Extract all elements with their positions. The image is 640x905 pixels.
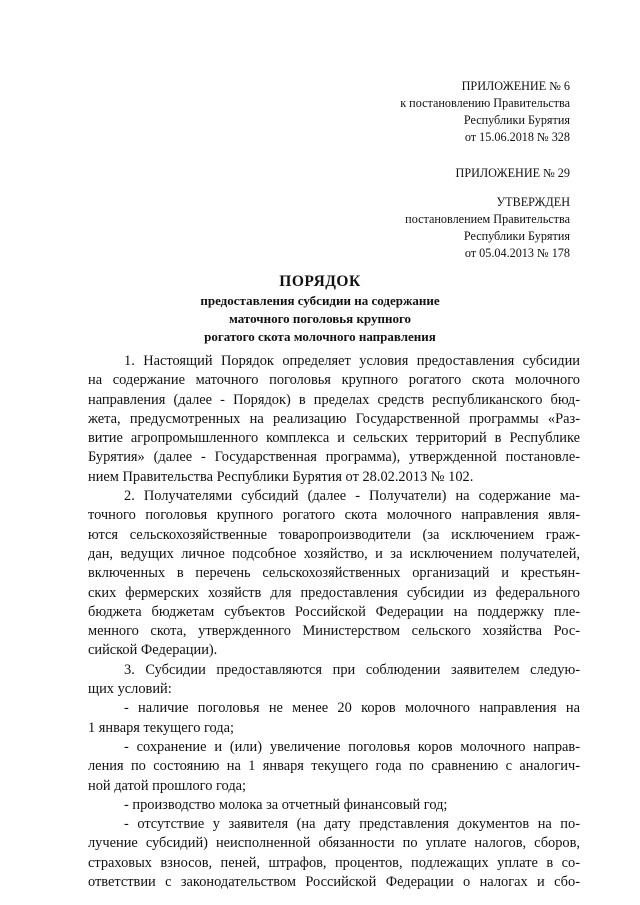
appendix-29-header (456, 165, 570, 182)
document-body (88, 352, 580, 892)
body-line: нием Правительства Республики Бурятия от 28.02.2013 № 102. (88, 468, 474, 485)
appendix-6-republic: Республики Бурятия (463, 113, 570, 127)
body-line: 3. Субсидии предоставляются при соблюдении заявителем следую- (124, 661, 580, 678)
body-line: ответствии с законодательством Российской Федерации о налогах и сбо- (88, 874, 580, 891)
approved-by: постановлением Правительства (405, 212, 570, 226)
document-subtitle-line-3: рогатого скота молочного направления (204, 329, 436, 344)
document-subtitle-line-1: предоставления субсидии на содержание (200, 293, 440, 308)
body-line: ления по состоянию на 1 января текущего года по сравнению с аналогич- (88, 758, 580, 775)
body-line: 2. Получателями субсидий (далее - Получатели) на содержание ма- (124, 488, 580, 505)
body-line: включенных в перечень сельскохозяйственных организаций и крестьян- (88, 565, 580, 582)
body-line: ских фермерских хозяйств для предоставления субсидии из федерального (88, 584, 580, 601)
document-title-block (0, 272, 640, 346)
appendix-6-reference: к постановлению Правительства (400, 96, 570, 110)
document-subtitle-line-2: маточного поголовья крупного (228, 311, 412, 326)
document-title: ПОРЯДОК (279, 273, 361, 290)
appendix-6-number: ПРИЛОЖЕНИЕ № 6 (461, 79, 570, 93)
body-line: на содержание маточного поголовья крупного рогатого скота молочного (88, 372, 580, 389)
body-line: точного поголовья крупного рогатого скота молочного направления явля- (88, 507, 580, 524)
approved-label: УТВЕРЖДЕН (496, 195, 570, 209)
body-line: щих условий: (88, 681, 172, 698)
body-line: - наличие поголовья не менее 20 коров молочного направления на (124, 700, 580, 717)
body-line: - отсутствие у заявителя (на дату представления документов на по- (124, 816, 580, 833)
body-line: ной датой прошлого года; (88, 777, 247, 794)
appendix-6-date: от 15.06.2018 № 328 (464, 130, 570, 144)
approved-stamp-block (405, 194, 570, 262)
body-line: витие агропромышленного комплекса и сельских территорий в Республике (88, 430, 580, 447)
body-line: дан, ведущих личное подсобное хозяйство, и за исключением получателей, (88, 545, 580, 562)
appendix-29-number: ПРИЛОЖЕНИЕ № 29 (455, 166, 570, 180)
body-line: - производство молока за отчетный финансовый год; (124, 796, 448, 813)
body-line: 1 января текущего года; (88, 719, 235, 736)
body-line: бюджета бюджетам субъектов Российской Федерации на поддержку пле- (88, 603, 580, 620)
approved-date: от 05.04.2013 № 178 (464, 246, 570, 260)
body-line: сийской Федерации). (88, 642, 218, 659)
body-line: направления (далее - Порядок) в пределах средств республиканского бюд- (88, 391, 580, 408)
appendix-6-header (400, 78, 570, 146)
approved-republic: Республики Бурятия (463, 229, 570, 243)
body-line: 1. Настоящий Порядок определяет условия предоставления субсидии (124, 353, 580, 369)
body-line: ются сельскохозяйственные товаропроизводители (за исключением граж- (88, 526, 580, 543)
body-line: менного скота, утвержденного Министерством сельского хозяйства Рос- (88, 623, 580, 640)
body-line: жета, предусмотренных на реализацию Государственной программы «Раз- (88, 410, 580, 427)
body-line: лучение субсидий) неисполненной обязанности по уплате налогов, сборов, (88, 835, 580, 852)
body-line: страховых взносов, пеней, штрафов, процентов, подлежащих уплате в со- (88, 854, 580, 871)
body-line: Бурятия» (далее - Государственная программа), утвержденной постановле- (88, 449, 580, 466)
body-line: - сохранение и (или) увеличение поголовья коров молочного направ- (124, 738, 580, 755)
